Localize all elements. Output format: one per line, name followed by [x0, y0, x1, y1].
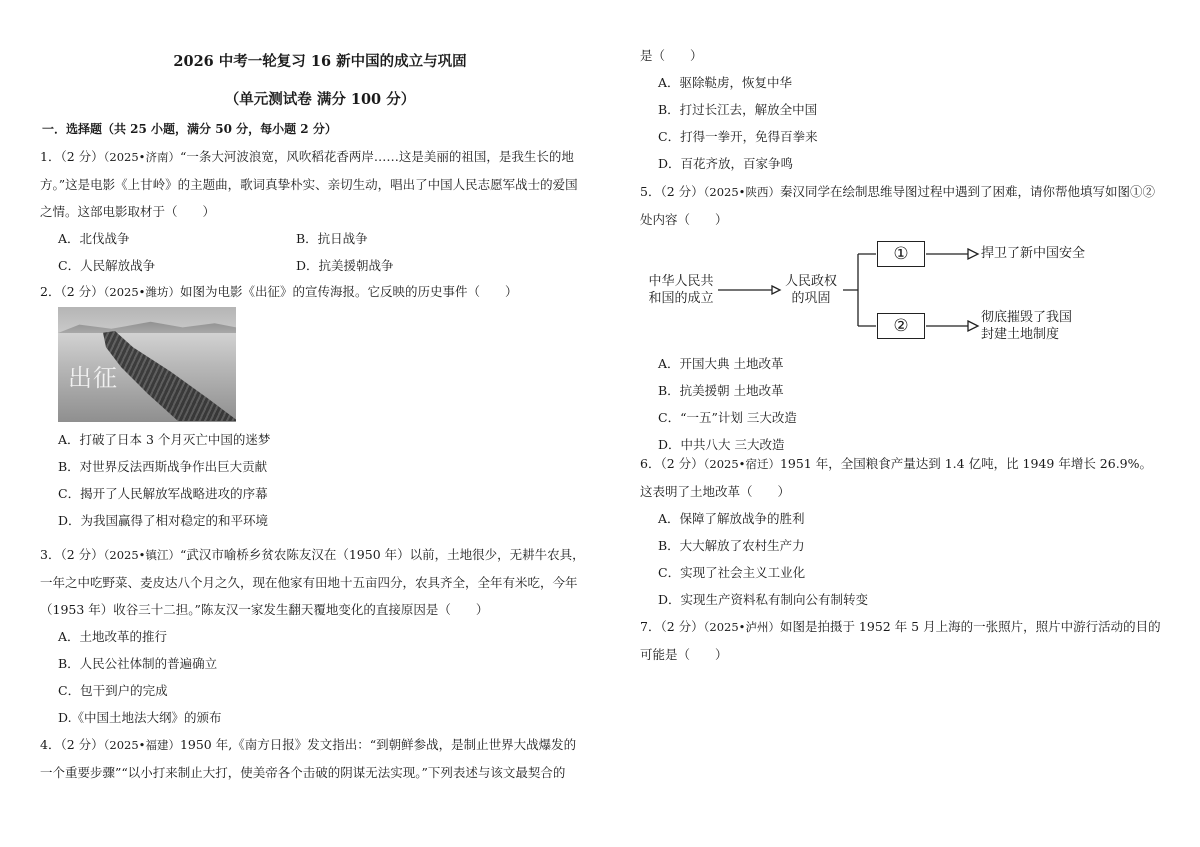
- option-b[interactable]: B．人民公社体制的普遍确立: [58, 656, 218, 671]
- page-title: 2026 中考一轮复习 16 新中国的成立与巩固: [173, 53, 467, 70]
- question-3-text: “武汉市喻桥乡贫农陈友汉在（1950 年）以前，土地很少，无耕牛农具，一年之中吃野菜、麦皮达八个月之久，现在他家有田地十五亩四分，农具齐全，全年有米吃，今年（1953 年）收谷三十二担。”陈友汉一家发生翻天覆地变化的直接原因是（ ）: [40, 547, 585, 617]
- option-d[interactable]: D．为我国赢得了相对稳定的和平环境: [58, 513, 269, 528]
- question-5: [640, 178, 1162, 458]
- question-1-stem: [40, 143, 585, 225]
- section-heading: 一．选择题（共 25 小题，满分 50 分，每小题 2 分）: [42, 122, 337, 136]
- question-6-number: 6．（2 分）: [640, 456, 704, 471]
- question-6-source: （2025•宿迁）: [703, 457, 780, 471]
- option-a[interactable]: A．打破了日本 3 个月灭亡中国的迷梦: [58, 432, 271, 447]
- option-a[interactable]: A．保障了解放战争的胜利: [658, 511, 805, 526]
- option-c[interactable]: C．实现了社会主义工业化: [658, 565, 806, 580]
- question-4-continued: [640, 42, 1162, 177]
- mind-map-result-1: 捍卫了新中国安全: [981, 246, 1086, 261]
- option-b[interactable]: B．打过长江去，解放全中国: [658, 102, 818, 117]
- question-1-number: 1．（2 分）: [40, 149, 104, 164]
- option-a[interactable]: A．土地改革的推行: [58, 629, 168, 644]
- question-6-text: 1951 年，全国粮食产量达到 1.4 亿吨，比 1949 年增长 26.9%。这表明了土地改革（ ）: [640, 456, 1153, 499]
- mind-map-box-1: ①: [877, 241, 925, 267]
- question-5-stem: [640, 178, 1162, 233]
- poster-title: 出征: [68, 364, 118, 392]
- option-d[interactable]: D.《中国土地法大纲》的颁布: [58, 710, 222, 725]
- question-6: [640, 450, 1162, 613]
- option-b[interactable]: B．对世界反法西斯战争作出巨大贡献: [58, 459, 268, 474]
- question-7-source: （2025•泸州）: [703, 620, 780, 634]
- movie-poster-image: [58, 307, 236, 422]
- option-b[interactable]: B．抗美援朝 土地改革: [658, 383, 784, 398]
- question-1-source: （2025•济南）: [103, 150, 180, 164]
- mind-map-root: 中华人民共 和国的成立: [648, 274, 714, 306]
- mind-map-result-2: 彻底摧毁了我国 封建土地制度: [981, 310, 1073, 342]
- question-7-number: 7．（2 分）: [640, 619, 704, 634]
- option-b[interactable]: B．抗日战争: [296, 231, 368, 246]
- option-d[interactable]: D．实现生产资料私有制向公有制转变: [658, 592, 869, 607]
- arrow-root-to-middle: [718, 286, 780, 294]
- question-5-text: 秦汉同学在绘制思维导图过程中遇到了困难，请你帮他填写如图①②处内容（ ）: [640, 184, 1155, 227]
- question-4-stem-continued: 是（ ）: [640, 48, 703, 63]
- question-4-source: （2025•福建）: [103, 738, 180, 752]
- question-1: [40, 143, 585, 279]
- question-3-source: （2025•镇江）: [103, 548, 180, 562]
- question-4-stem: [40, 731, 585, 786]
- arrow-box2-to-result2: [926, 321, 978, 331]
- option-a[interactable]: A．驱除鞑虏，恢复中华: [658, 75, 793, 90]
- option-b[interactable]: B．大大解放了农村生产力: [658, 538, 805, 553]
- option-c[interactable]: C．包干到户的完成: [58, 683, 168, 698]
- poster-hills: [58, 319, 236, 333]
- question-4-text: 1950 年,《南方日报》发文指出：“到朝鲜参战，是制止世界大战爆发的一个重要步骤”“以小打来制止大打，使美帝各个击破的阴谋无法实现。”下列表述与该文最契合的: [40, 737, 577, 780]
- page-subtitle: （单元测试卷 满分 100 分）: [224, 91, 416, 108]
- arrow-box1-to-result1: [926, 249, 978, 259]
- option-c[interactable]: C．人民解放战争: [58, 258, 156, 273]
- question-5-source: （2025•陕西）: [703, 185, 780, 199]
- question-2-source: （2025•潍坊）: [103, 285, 180, 299]
- question-7: [640, 613, 1162, 668]
- question-1-text: “一条大河波浪宽，风吹稻花香两岸……这是美丽的祖国，是我生长的地方。”这是电影《上甘岭》的主题曲，歌词真挚朴实、亲切生动，唱出了中国人民志愿军战士的爱国之情。这部电影取材于（ ）: [40, 149, 578, 219]
- question-3-stem: [40, 541, 585, 623]
- option-d[interactable]: D．抗美援朝战争: [296, 258, 394, 273]
- option-c[interactable]: C．“一五”计划 三大改造: [658, 410, 797, 425]
- question-2-text: 如图为电影《出征》的宣传海报。它反映的历史事件（ ）: [179, 284, 518, 299]
- option-d[interactable]: D．百花齐放，百家争鸣: [658, 156, 794, 171]
- branch-lines: [843, 254, 876, 326]
- option-c[interactable]: C．打得一拳开，免得百拳来: [658, 129, 818, 144]
- question-1-options: [40, 225, 585, 279]
- mind-map-box-2: ②: [877, 313, 925, 339]
- question-5-number: 5．（2 分）: [640, 184, 704, 199]
- question-2: [40, 278, 585, 534]
- question-7-stem: [640, 613, 1162, 668]
- mind-map-middle: 人民政权 的巩固: [784, 274, 837, 306]
- question-4-number: 4．（2 分）: [40, 737, 104, 752]
- option-a[interactable]: A．开国大典 土地改革: [658, 356, 784, 371]
- mind-map-diagram: [640, 239, 1160, 344]
- question-3-number: 3．（2 分）: [40, 547, 104, 562]
- option-c[interactable]: C．揭开了人民解放军战略进攻的序幕: [58, 486, 268, 501]
- question-6-stem: [640, 450, 1162, 505]
- question-7-text: 如图是拍摄于 1952 年 5 月上海的一张照片，照片中游行活动的目的可能是（ ）: [640, 619, 1161, 662]
- question-2-stem: [40, 278, 585, 306]
- question-3: [40, 541, 585, 731]
- option-a[interactable]: A．北伐战争: [58, 231, 130, 246]
- question-2-number: 2．（2 分）: [40, 284, 104, 299]
- question-4: [40, 731, 585, 786]
- option-d[interactable]: D．中共八大 三大改造: [658, 437, 785, 452]
